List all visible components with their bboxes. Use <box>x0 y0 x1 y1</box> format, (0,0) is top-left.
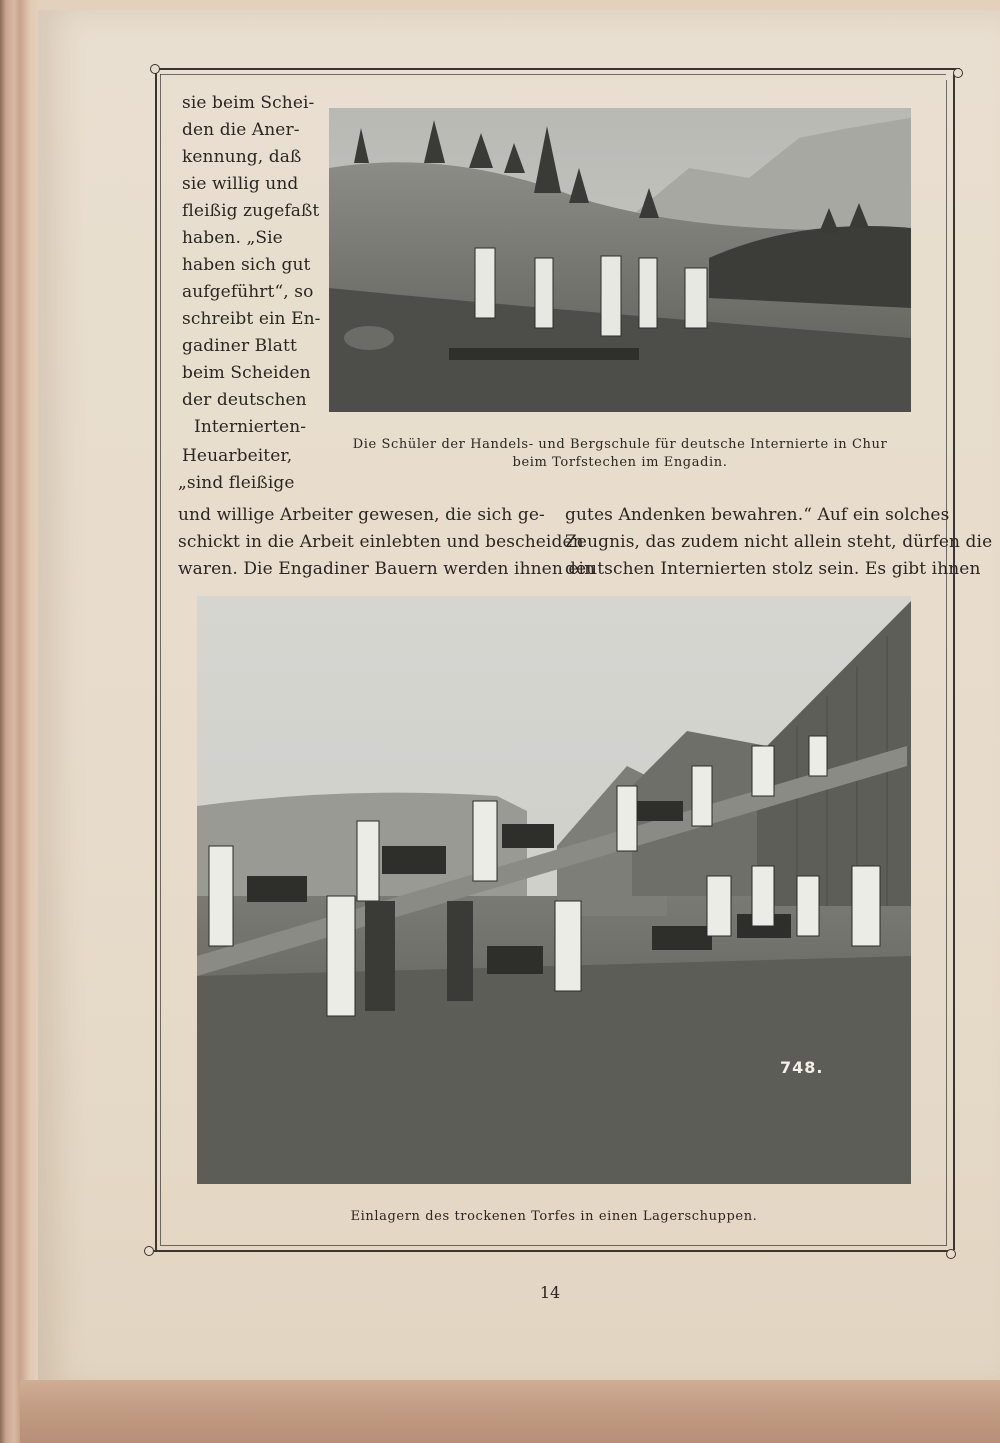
text-line: sie willig und <box>182 174 299 194</box>
photo-caption-top <box>330 436 910 472</box>
photo-peat-cutting <box>329 108 911 412</box>
frame-bottom-line <box>150 1250 952 1252</box>
frame-inner-top-line <box>160 74 946 75</box>
frame-inner-bottom-line <box>160 1245 946 1246</box>
photo-caption-bottom: Einlagern des trockenen Torfes in einen Lagerschuppen. <box>350 1209 758 1224</box>
text-line: haben. „Sie <box>182 228 283 248</box>
text-line: gutes Andenken bewahren.“ Auf ein solches <box>565 505 950 525</box>
frame-corner-ornament <box>953 68 963 78</box>
frame-inner-left-line <box>160 74 161 1245</box>
caption-line: Die Schüler der Handels- und Bergschule für deutsche Internierte in Chur <box>352 437 888 452</box>
caption-line: beim Torfstechen im Engadin. <box>512 455 728 470</box>
text-line: gadiner Blatt <box>182 336 297 356</box>
photo-peat-storage-image <box>197 596 911 1184</box>
text-line: den die Aner- <box>182 120 300 140</box>
photo-peat-cutting-image <box>329 108 911 412</box>
text-line: Zeugnis, das zudem nicht allein steht, dürfen die <box>565 532 993 552</box>
text-line: schreibt ein En- <box>182 309 321 329</box>
text-line: und willige Arbeiter gewesen, die sich ge- <box>178 505 545 525</box>
text-line: schickt in die Arbeit einlebten und bescheiden <box>178 532 584 552</box>
frame-top-line <box>156 68 960 70</box>
frame-corner-ornament <box>150 64 160 74</box>
text-line: sie beim Schei- <box>182 93 315 113</box>
text-line: beim Scheiden <box>182 363 311 383</box>
text-line: aufgeführt“, so <box>182 282 314 302</box>
text-line: waren. Die Engadiner Bauern werden ihnen ein <box>178 559 596 579</box>
text-line: kennung, daß <box>182 147 302 167</box>
text-line: haben sich gut <box>182 255 311 275</box>
plate-number: 748. <box>780 1058 824 1077</box>
text-line: Internierten- <box>194 417 307 437</box>
frame-right-line <box>953 74 955 1250</box>
photo-peat-storage <box>197 596 911 1184</box>
text-line: Heuarbeiter, <box>182 446 293 466</box>
frame-left-line <box>155 70 157 1250</box>
text-line: fleißig zugefaßt <box>182 201 320 221</box>
frame-corner-ornament <box>946 1249 956 1259</box>
text-line: deutschen Internierten stolz sein. Es gibt ihnen <box>565 559 981 579</box>
text-line: „sind fleißige <box>178 473 295 493</box>
text-line: der deutschen <box>182 390 307 410</box>
book-bottom-edge <box>20 1380 1000 1443</box>
page-number: 14 <box>539 1283 561 1302</box>
frame-corner-ornament <box>144 1246 154 1256</box>
frame-inner-right-line <box>946 80 947 1246</box>
